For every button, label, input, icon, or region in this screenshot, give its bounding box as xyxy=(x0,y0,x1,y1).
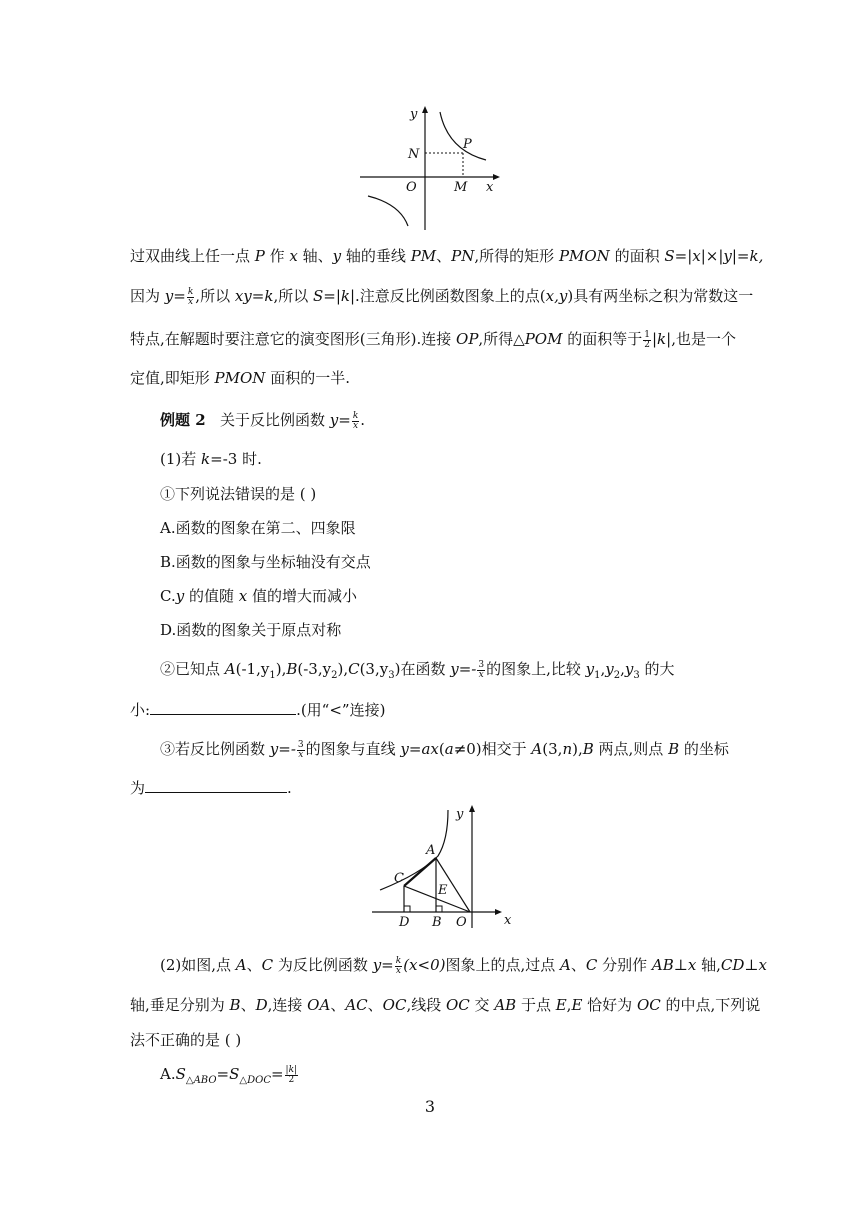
label-b: B xyxy=(432,915,442,930)
fraction-k-over-x: $\frac{k}{x}$ xyxy=(352,410,359,431)
label-y: y xyxy=(456,807,464,822)
option-c: C.y 的值随 x 值的增大而减小 xyxy=(160,587,357,605)
label-x: x xyxy=(504,913,512,928)
right-angle-b xyxy=(436,906,442,912)
example-title-line: 例题 2 关于反比例函数 y= $\frac{k}{x}$ . xyxy=(160,410,366,431)
problem-2-line-3: 法不正确的是 ( ) xyxy=(130,1031,242,1049)
figure-hyperbola-pmon xyxy=(360,100,510,232)
label-y: y xyxy=(410,107,418,122)
intro-line-3: 特点,在解题时要注意它的演变图形(三角形).连接 OP,所得△POM 的面积等于 $\frac{1}{2}$ |k|,也是一个 xyxy=(130,329,736,350)
option-d: D.函数的图象关于原点对称 xyxy=(160,621,342,639)
figure-hyperbola-abcdeo xyxy=(370,800,530,932)
label-p: P xyxy=(463,137,472,152)
label-o: O xyxy=(406,180,417,195)
intro-line-1: 过双曲线上任一点 P 作 x 轴、y 轴的垂线 PM、PN,所得的矩形 PMON 的面积 S=|x|×|y|=k, xyxy=(130,247,764,265)
x-axis-arrow xyxy=(493,174,500,180)
hyperbola-branch-q3 xyxy=(368,196,408,226)
question-1-1: ①下列说法错误的是 ( ) xyxy=(160,485,317,503)
label-x: x xyxy=(486,180,494,195)
fraction-3-over-x: $\frac{3}{x}$ xyxy=(297,739,304,760)
option-b: B.函数的图象与坐标轴没有交点 xyxy=(160,553,371,571)
label-m: M xyxy=(454,180,468,195)
fraction-k-over-x: $\frac{k}{x}$ xyxy=(187,286,194,307)
intro-line-4: 定值,即矩形 PMON 面积的一半. xyxy=(130,369,350,387)
y-axis-arrow xyxy=(469,805,475,812)
label-c: C xyxy=(394,871,404,886)
question-1: (1)若 k=-3 时. xyxy=(160,450,262,468)
problem-2-line-2: 轴,垂足分别为 B、D,连接 OA、AC、OC,线段 OC 交 AB 于点 E,E 恰好为 OC 的中点,下列说 xyxy=(130,996,761,1014)
problem-2-line-1: (2)如图,点 A、C 为反比例函数 y= $\frac{k}{x}$ (x<0)图象上的点,过点 A、C 分别作 AB⊥x 轴,CD⊥x xyxy=(160,955,767,976)
question-1-3-answer: 为 . xyxy=(130,779,292,797)
question-1-2-answer: 小: .(用“<”连接) xyxy=(130,701,386,719)
answer-blank[interactable] xyxy=(145,778,287,793)
page-number: 3 xyxy=(424,1097,436,1116)
answer-blank[interactable] xyxy=(150,700,296,715)
intro-line-2: 因为 y= $\frac{k}{x}$ ,所以 xy=k,所以 S=|k|.注意反比例函数图象上的点(x,y)具有两坐标之积为常数这一 xyxy=(130,286,754,307)
label-e: E xyxy=(438,883,448,898)
option-a: A.函数的图象在第二、四象限 xyxy=(160,519,356,537)
example-title: 例题 2 xyxy=(160,411,206,429)
right-angle-d xyxy=(404,906,410,912)
fraction-abs-k-over-2: $\frac{|k|}{2}$ xyxy=(285,1064,298,1085)
segment-oc xyxy=(404,886,470,912)
question-1-3: ③若反比例函数 y=- $\frac{3}{x}$ 的图象与直线 y=ax(a≠0)相交于 A(3,n),B 两点,则点 B 的坐标 xyxy=(160,739,729,760)
label-n: N xyxy=(408,147,420,162)
fraction-one-half: $\frac{1}{2}$ xyxy=(644,329,650,350)
label-a: A xyxy=(426,843,436,858)
x-axis-arrow xyxy=(495,909,502,915)
segment-ac xyxy=(404,858,436,886)
label-o: O xyxy=(456,915,467,930)
label-d: D xyxy=(399,915,410,930)
problem-2-option-a: $A.S_{\triangle ABO}=S_{\triangle DOC}=$ $\frac{|k|}{2}$ xyxy=(160,1064,298,1086)
question-1-2: ②已知点 $A(-1,y_1),B(-3,y_2),C(3,y_3)$在函数 y=- $\frac{3}{x}$ 的图象上,比较 $y_1,y_2,y_3$ 的大 xyxy=(160,659,675,681)
y-axis-arrow xyxy=(422,106,428,113)
fraction-k-over-x: $\frac{k}{x}$ xyxy=(395,955,402,976)
fraction-3-over-x: $\frac{3}{x}$ xyxy=(478,659,485,680)
